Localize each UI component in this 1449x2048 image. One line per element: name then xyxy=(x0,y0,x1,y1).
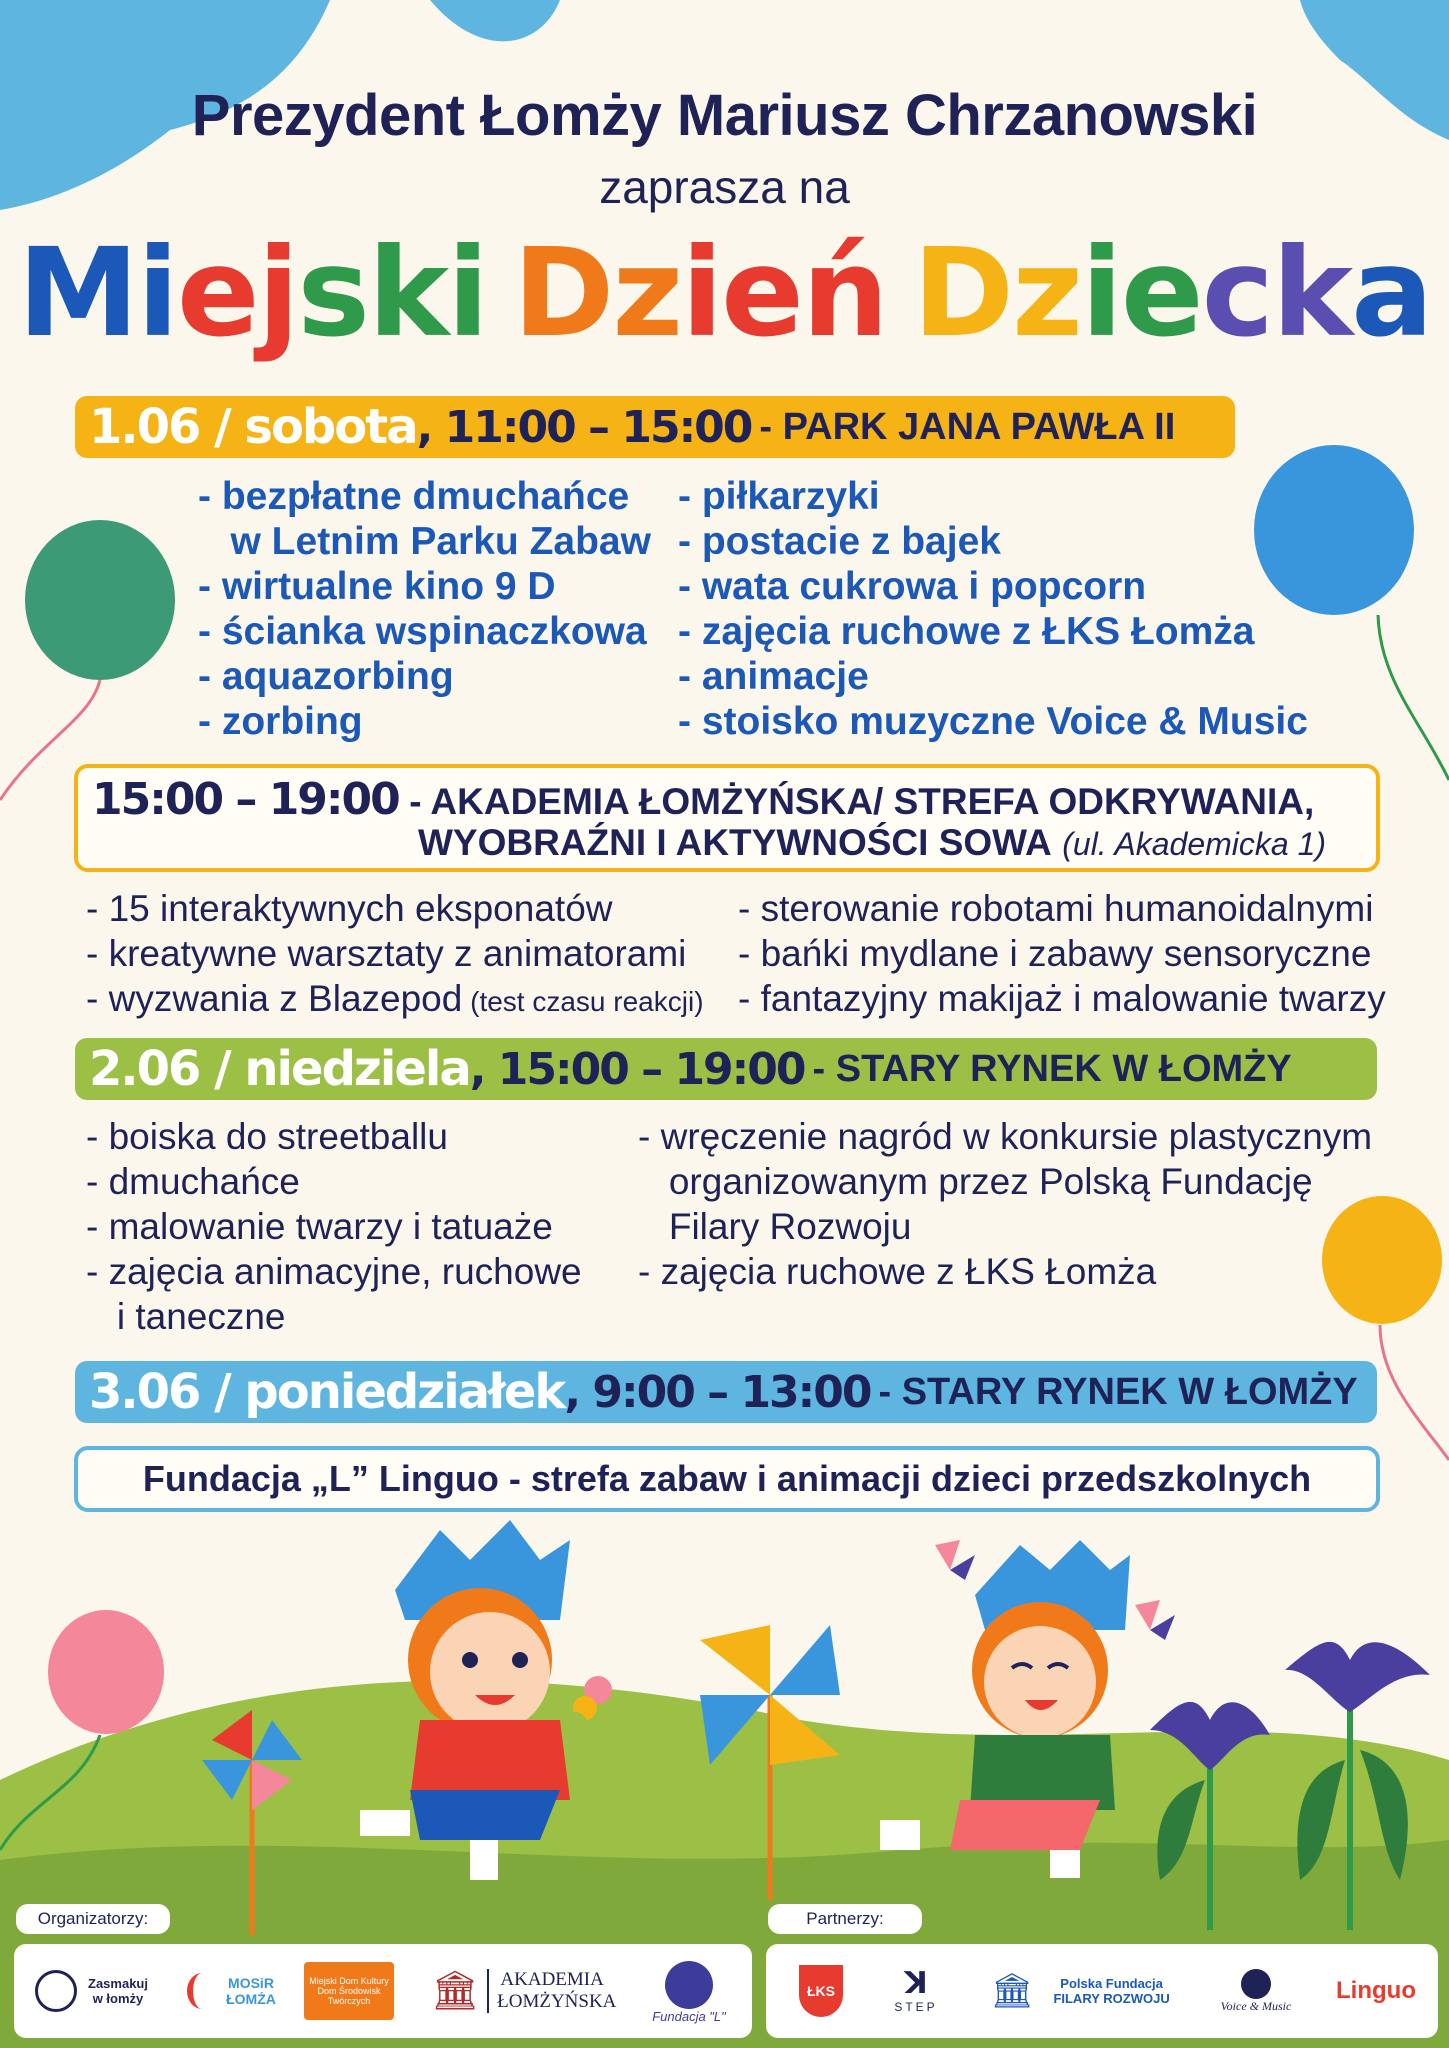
organizer-logo-mdk: Miejski Dom Kultury Dom Środowisk Twórczych xyxy=(304,1962,394,2020)
day1-attractions-right xyxy=(678,474,1308,744)
day2-attractions-left xyxy=(86,1114,582,1339)
title-letter: i xyxy=(137,222,177,364)
organizer-logo-mosir: MOSiR ŁOMŻA xyxy=(179,1964,289,2018)
title-letter: a xyxy=(1351,222,1432,364)
list-item: - animacje xyxy=(678,655,869,698)
list-item: - boiska do streetballu xyxy=(86,1116,448,1157)
day3-date: 3.06 / poniedziałek xyxy=(89,1364,565,1420)
title-letter: i xyxy=(681,222,722,364)
microphone-icon xyxy=(1241,1969,1271,1999)
day1-time: , 11:00 – 15:00 xyxy=(416,401,752,453)
list-item: - stoisko muzyczne Voice & Music xyxy=(678,700,1308,743)
event-title xyxy=(0,222,1449,364)
list-item: - bezpłatne dmuchańce xyxy=(198,475,630,518)
akademia-address: (ul. Akademicka 1) xyxy=(1062,826,1327,862)
day2-time: , 15:00 – 19:00 xyxy=(469,1043,805,1095)
list-item: - bańki mydlane i zabawy sensoryczne xyxy=(738,933,1372,974)
list-item: w Letnim Parku Zabaw xyxy=(198,520,651,563)
day1-attractions-left xyxy=(198,474,651,744)
list-item: - postacie z bajek xyxy=(678,520,1001,563)
invitation-subline: zaprasza na xyxy=(599,161,850,213)
partner-logo-linguo: Linguo xyxy=(1336,1977,1416,2004)
partner-logo-filary: 🏛 Polska Fundacja FILARY ROZWOJU xyxy=(990,1972,1170,2010)
title-letter: k xyxy=(1271,222,1352,364)
title-letter: M xyxy=(17,222,137,364)
akademia-line2: WYOBRAŹNI I AKTYWNOŚCI SOWA xyxy=(418,822,1052,863)
list-item: - wręczenie nagród w konkursie plastycznym xyxy=(638,1116,1373,1157)
mosir-swoosh-icon xyxy=(187,1973,217,2009)
partner-logo-lks: ŁKS xyxy=(796,1962,846,2020)
title-letter: e xyxy=(721,222,802,364)
list-item: - malowanie twarzy i tatuaże xyxy=(86,1206,553,1247)
list-item: - wirtualne kino 9 D xyxy=(198,565,556,608)
title-letter: z xyxy=(1012,222,1082,364)
title-letter: z xyxy=(612,222,682,364)
list-item: - zorbing xyxy=(198,700,363,743)
building-icon: 🏛 xyxy=(430,1970,480,2012)
akademia-line1: - AKADEMIA ŁOMŻYŃSKA/ STREFA ODKRYWANIA, xyxy=(409,781,1315,822)
title-letter: s xyxy=(297,222,369,364)
step-mark-icon: ꓘ xyxy=(904,1967,928,2000)
list-item: - wyzwania z Blazepod (test czasu reakcji) xyxy=(86,978,704,1019)
partner-logo-voice-music: Voice & Music xyxy=(1206,1956,1306,2026)
title-letter: k xyxy=(368,222,448,364)
day1-date: 1.06 / sobota xyxy=(89,399,417,455)
akademia-attractions-right xyxy=(738,886,1386,1021)
title-word xyxy=(913,222,1432,364)
day2-date: 2.06 / niedziela xyxy=(89,1041,470,1097)
day2-attractions-right xyxy=(638,1114,1372,1294)
day2-place: - STARY RYNEK W ŁOMŻY xyxy=(812,1047,1292,1090)
title-letter: e xyxy=(1120,222,1202,364)
title-word xyxy=(513,222,887,364)
list-item: - zajęcia ruchowe z ŁKS Łomża xyxy=(678,610,1255,653)
day1-place: - PARK JANA PAWŁA II xyxy=(759,405,1176,448)
organizer-logo-zasmakuj: Zasmakuj w łomży xyxy=(34,1964,154,2018)
title-letter: i xyxy=(447,222,487,364)
akademia-box xyxy=(74,764,1380,872)
list-item: organizowanym przez Polską Fundację xyxy=(638,1161,1313,1202)
title-letter: c xyxy=(1201,222,1272,364)
partner-logo-step: ꓘ STEP xyxy=(894,1967,938,2014)
title-letter: ń xyxy=(801,222,887,364)
list-item: - ścianka wspinaczkowa xyxy=(198,610,647,653)
day3-time: , 9:00 – 13:00 xyxy=(564,1366,871,1418)
list-item: - zajęcia ruchowe z ŁKS Łomża xyxy=(638,1251,1157,1292)
day3-band xyxy=(75,1361,1377,1423)
akademia-time: 15:00 – 19:00 xyxy=(92,774,399,825)
title-letter: D xyxy=(513,222,613,364)
blazepod-note: (test czasu reakcji) xyxy=(462,986,704,1017)
title-word xyxy=(18,222,487,364)
akademia-attractions-left xyxy=(86,886,704,1024)
day3-place: - STARY RYNEK W ŁOMŻY xyxy=(878,1370,1358,1413)
list-item: - sterowanie robotami humanoidalnymi xyxy=(738,888,1374,929)
list-item: Filary Rozwoju xyxy=(638,1206,912,1247)
list-item: - kreatywne warsztaty z animatorami xyxy=(86,933,687,974)
list-item: - zajęcia animacyjne, ruchowe xyxy=(86,1251,582,1292)
day2-band xyxy=(75,1038,1377,1100)
title-letter: D xyxy=(912,222,1013,364)
title-letter: i xyxy=(1081,222,1121,364)
list-item: - 15 interaktywnych eksponatów xyxy=(86,888,613,929)
organizers-logos-panel xyxy=(14,1944,752,2038)
list-item: - wata cukrowa i popcorn xyxy=(678,565,1147,608)
title-letter: j xyxy=(257,222,298,364)
list-item: - dmuchańce xyxy=(86,1161,300,1202)
list-item: - aquazorbing xyxy=(198,655,454,698)
day1-band xyxy=(75,396,1235,458)
green-balloon xyxy=(0,520,175,800)
list-item: - piłkarzyki xyxy=(678,475,880,518)
invitation-host-line: Prezydent Łomży Mariusz Chrzanowski xyxy=(191,83,1258,148)
top-middle-sky-shape xyxy=(430,0,560,41)
organizer-logo-akademia: 🏛 AKADEMIA ŁOMŻYŃSKA xyxy=(430,1969,617,2012)
title-letter: e xyxy=(176,222,258,364)
organizers-label: Organizatorzy: xyxy=(16,1904,170,1934)
columns-icon: 🏛 xyxy=(990,1972,1034,2010)
day3-note-box: Fundacja „L” Linguo - strefa zabaw i animacji dzieci przedszkolnych xyxy=(74,1446,1380,1512)
partners-logos-panel xyxy=(766,1944,1438,2038)
list-item: i taneczne xyxy=(86,1296,286,1337)
crest-icon xyxy=(35,1970,77,2012)
fundacja-l-badge-icon xyxy=(665,1961,713,2009)
list-item: - fantazyjny makijaż i malowanie twarzy xyxy=(738,978,1386,1019)
partners-label: Partnerzy: xyxy=(768,1904,922,1934)
organizer-logo-fundacja-l: Fundacja "L" xyxy=(639,1954,739,2030)
